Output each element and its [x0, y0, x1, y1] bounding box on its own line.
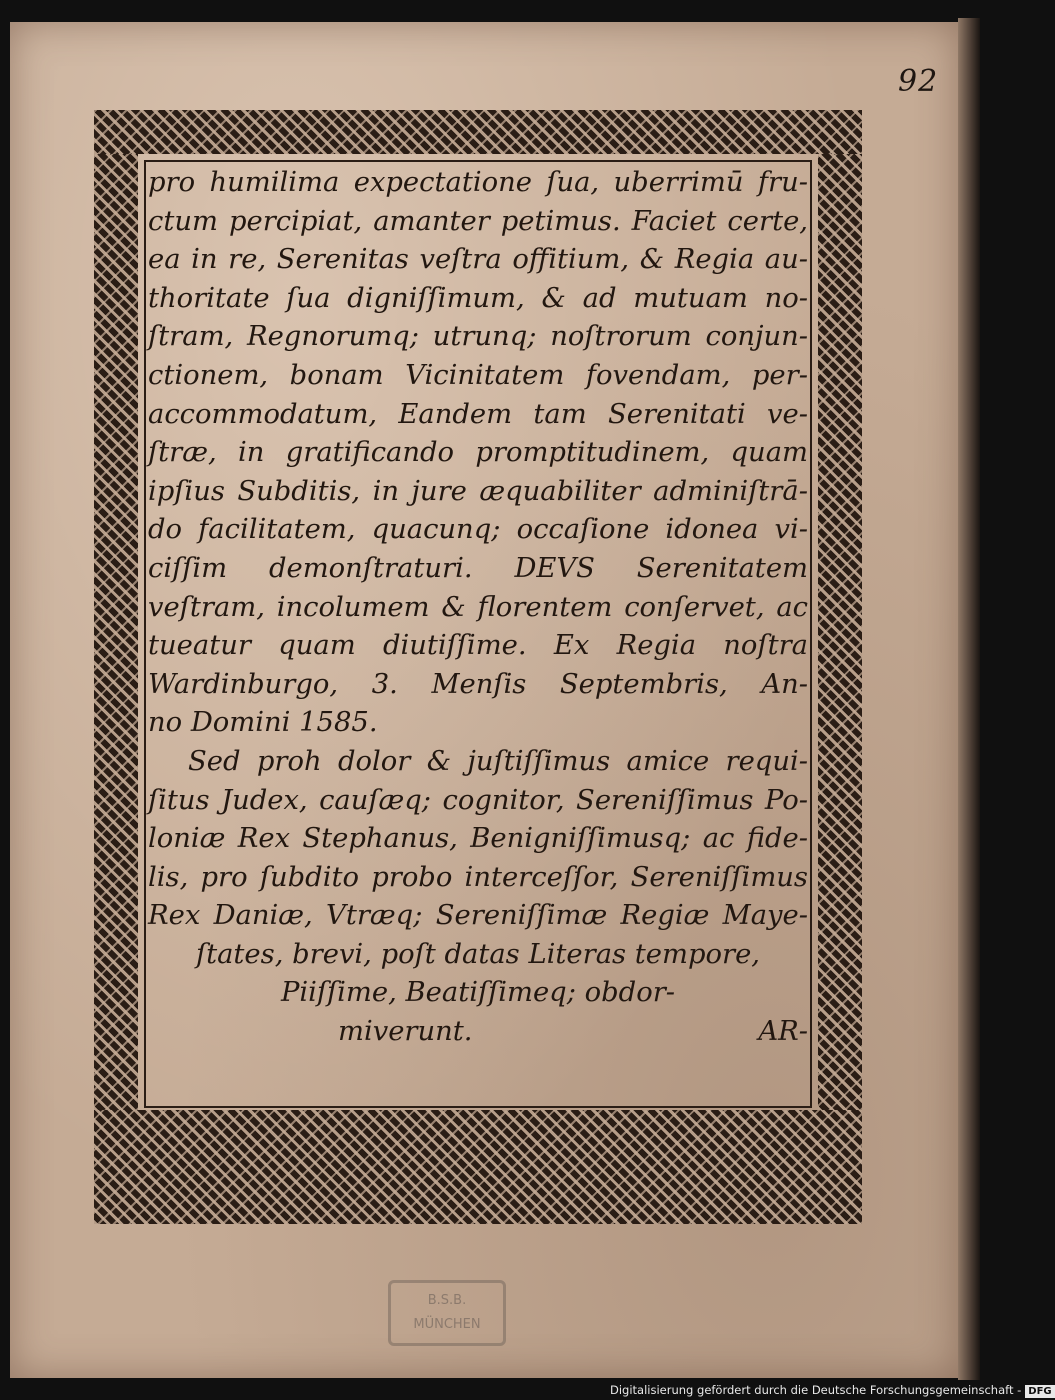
text-line: tueatur quam diutiſſime. Ex Regia noſtra — [148, 630, 808, 662]
text-line: ctionem, bonam Vicinitatem fovendam, per- — [148, 359, 808, 391]
page-number: 92 — [898, 64, 939, 99]
ornament-border-right — [818, 154, 862, 1110]
text-line: Wardinburgo, 3. Menſis Septembris, An- — [148, 668, 808, 700]
text-line: accommodatum, Eandem tam Serenitati ve- — [148, 398, 808, 430]
ornamental-frame — [94, 110, 862, 1224]
text-line: Sed proh dolor & juſtiſſimus amice requi- — [188, 745, 808, 777]
text-line: ipſius Subditis, in jure æquabiliter adminiſtrā- — [148, 475, 808, 507]
body-text — [148, 164, 808, 1104]
text-line: ſtram, Regnorumq; utrunq; noſtrorum conjun- — [148, 321, 808, 353]
ornament-border-left — [94, 154, 138, 1110]
library-stamp — [388, 1280, 506, 1346]
text-line: do facilitatem, quacunq; occaſione idonea vi- — [148, 514, 808, 546]
footer-text: Digitalisierung gefördert durch die Deutsche Forschungsgemeinschaft - — [610, 1383, 1022, 1397]
text-line: ctum percipiat, amanter petimus. Faciet certe, — [148, 205, 808, 237]
text-line: ea in re, Serenitas veſtra offitium, & Regia au- — [148, 244, 808, 276]
book-edge — [958, 18, 980, 1380]
book-page — [10, 22, 958, 1378]
stamp-line-2: MÜNCHEN — [413, 1317, 481, 1332]
text-line: pro humilima expectatione ſua, uberrimū fru- — [148, 167, 808, 198]
text-line: no Domini 1585. — [148, 707, 378, 739]
text-line: Piiſſime, Beatiſſimeq; obdor- — [280, 977, 676, 1009]
text-line-last — [148, 1013, 808, 1052]
dfg-logo: DFG — [1025, 1385, 1054, 1398]
ornament-border-top — [94, 110, 862, 154]
text-line: ſtates, brevi, poſt datas Literas tempore, — [195, 938, 761, 970]
text-line: ciſſim demonſtraturi. DEVS Serenitatem — [148, 552, 808, 584]
last-line-text: miverunt. — [338, 1016, 473, 1048]
text-line: veſtram, incolumem & florentem conſervet, ac — [148, 591, 808, 623]
text-line: Rex Daniæ, Vtræq; Sereniſſimæ Regiæ Maye- — [148, 900, 808, 932]
text-line: thoritate ſua digniſſimum, & ad mutuam no- — [148, 282, 808, 314]
text-line: loniæ Rex Stephanus, Benigniſſimusq; ac fide- — [148, 823, 808, 855]
catchword: AR- — [758, 1016, 808, 1048]
stamp-line-1: B.S.B. — [427, 1293, 467, 1308]
ornament-border-bottom — [94, 1110, 862, 1224]
digitization-footer — [610, 1381, 1052, 1400]
text-line: lis, pro ſubdito probo interceſſor, Sereniſſimus — [148, 861, 808, 893]
text-line: ſitus Judex, cauſæq; cognitor, Sereniſſimus Po- — [148, 784, 808, 816]
text-line: ſtræ, in gratificando promptitudinem, quam — [148, 437, 808, 469]
